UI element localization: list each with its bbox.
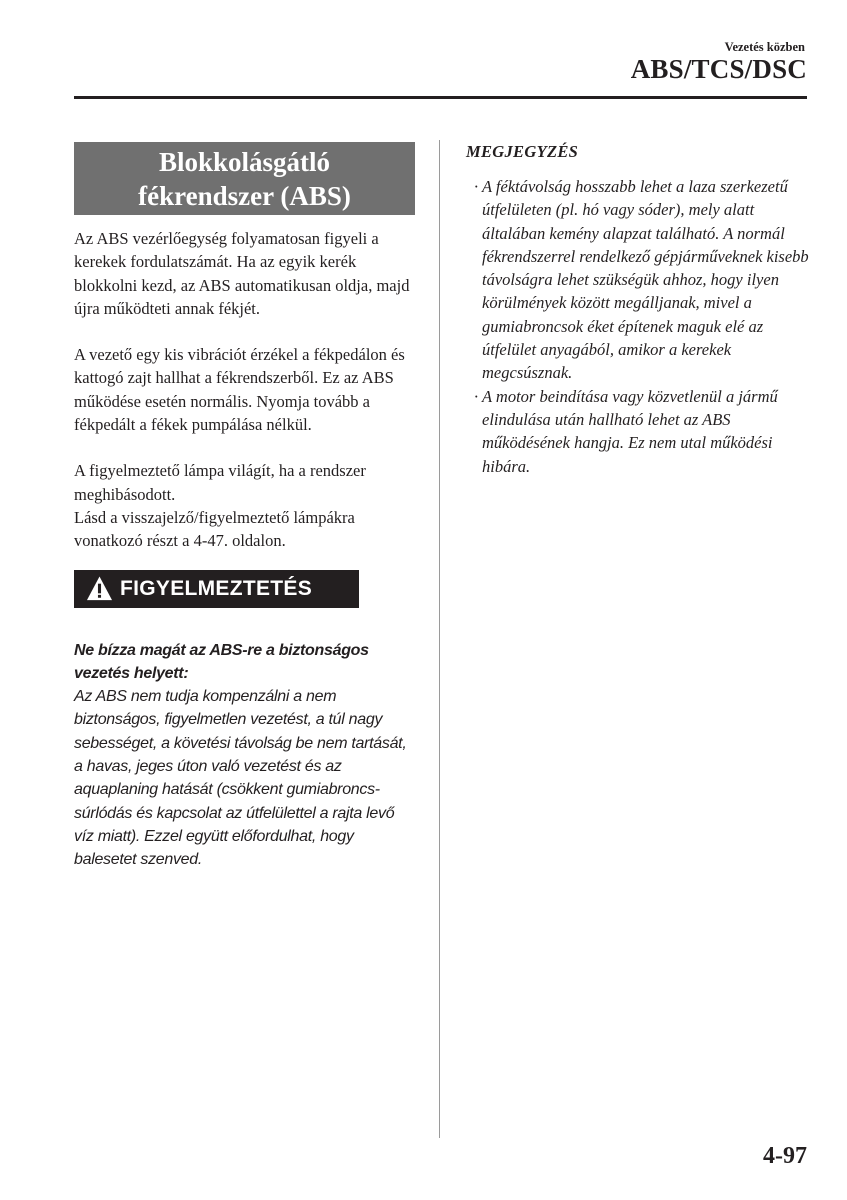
header-rule — [74, 96, 807, 99]
column-divider — [439, 140, 440, 1138]
warning-label: FIGYELMEZTETÉS — [120, 576, 313, 600]
section-title-line-1: Blokkolásgátló — [158, 146, 331, 177]
warning-heading: Ne bízza magát az ABS-re a biztonságos vezetés helyett: — [74, 641, 369, 682]
page-header-title: ABS/TCS/DSC — [630, 54, 807, 84]
note-item — [466, 175, 811, 385]
left-column — [74, 142, 416, 872]
page-number: 4-97 — [763, 1143, 807, 1169]
note-title: MEGJEGYZÉS — [466, 142, 579, 161]
note-text: A féktávolság hosszabb lehet a laza szerkezetű útfelületen (pl. hó vagy sóder), mely alatt általában kemény alapzat található. A normál fékrendszerrel rendelkező gépjárműveknek kisebb távolságra lehet szükségük ahhoz, hogy ilyen körülmények között megálljanak, mivel a gumiabroncsok éket építenek maguk elé az útfelület anyagából, amikor a kerekek megcsúsznak. — [482, 177, 809, 383]
warning-triangle-icon — [86, 575, 113, 602]
bullet-dot: · — [474, 177, 479, 196]
section-label: Vezetés közben — [724, 40, 805, 54]
paragraph-see-page: Lásd a visszajelző/figyelmeztető lámpákra vonatkozó részt a 4-47. oldalon. — [74, 507, 355, 551]
paragraph-warning-lamp: A figyelmeztető lámpa világít, ha a rendszer meghibásodott. — [74, 461, 366, 504]
warning-banner — [74, 570, 359, 608]
paragraph-vibration: A vezető egy kis vibrációt érzékel a fékpedálon és kattogó zajt hallhat a fékrendszerből. Ez az ABS működése esetén normális. Nyomja tovább a fékpedált a fékek pumpálása nélkül. — [74, 345, 405, 435]
bullet-dot: · — [474, 386, 479, 406]
section-title-box — [74, 142, 415, 215]
note-item — [466, 385, 811, 478]
section-title-line-2: fékrendszer (ABS) — [138, 180, 351, 211]
right-column — [466, 142, 811, 478]
paragraph-abs-control: Az ABS vezérlőegység folyamatosan figyeli a kerekek fordulatszámát. Ha az egyik kerék blokkolni kezd, az ABS automatikusan oldja, majd újra működteti annak fékjét. — [74, 229, 410, 318]
note-text: A motor beindítása vagy közvetlenül a jármű elindulása után hallható lehet az ABS működésének hangja. Ez nem utal működési hibára. — [482, 386, 778, 476]
note-list — [466, 175, 811, 478]
warning-body: Az ABS nem tudja kompenzálni a nem biztonságos, figyelmetlen vezetést, a túl nagy sebességet, a követési távolság be nem tartását, a havas, jeges úton való vezetést és az aquaplaning hatását (csökkent gumiabroncs-súrlódás és kapcsolat az útfelülettel a rajta levő víz miatt). Ezzel együtt előfordulhat, hogy balesetet szenved. — [74, 688, 407, 869]
